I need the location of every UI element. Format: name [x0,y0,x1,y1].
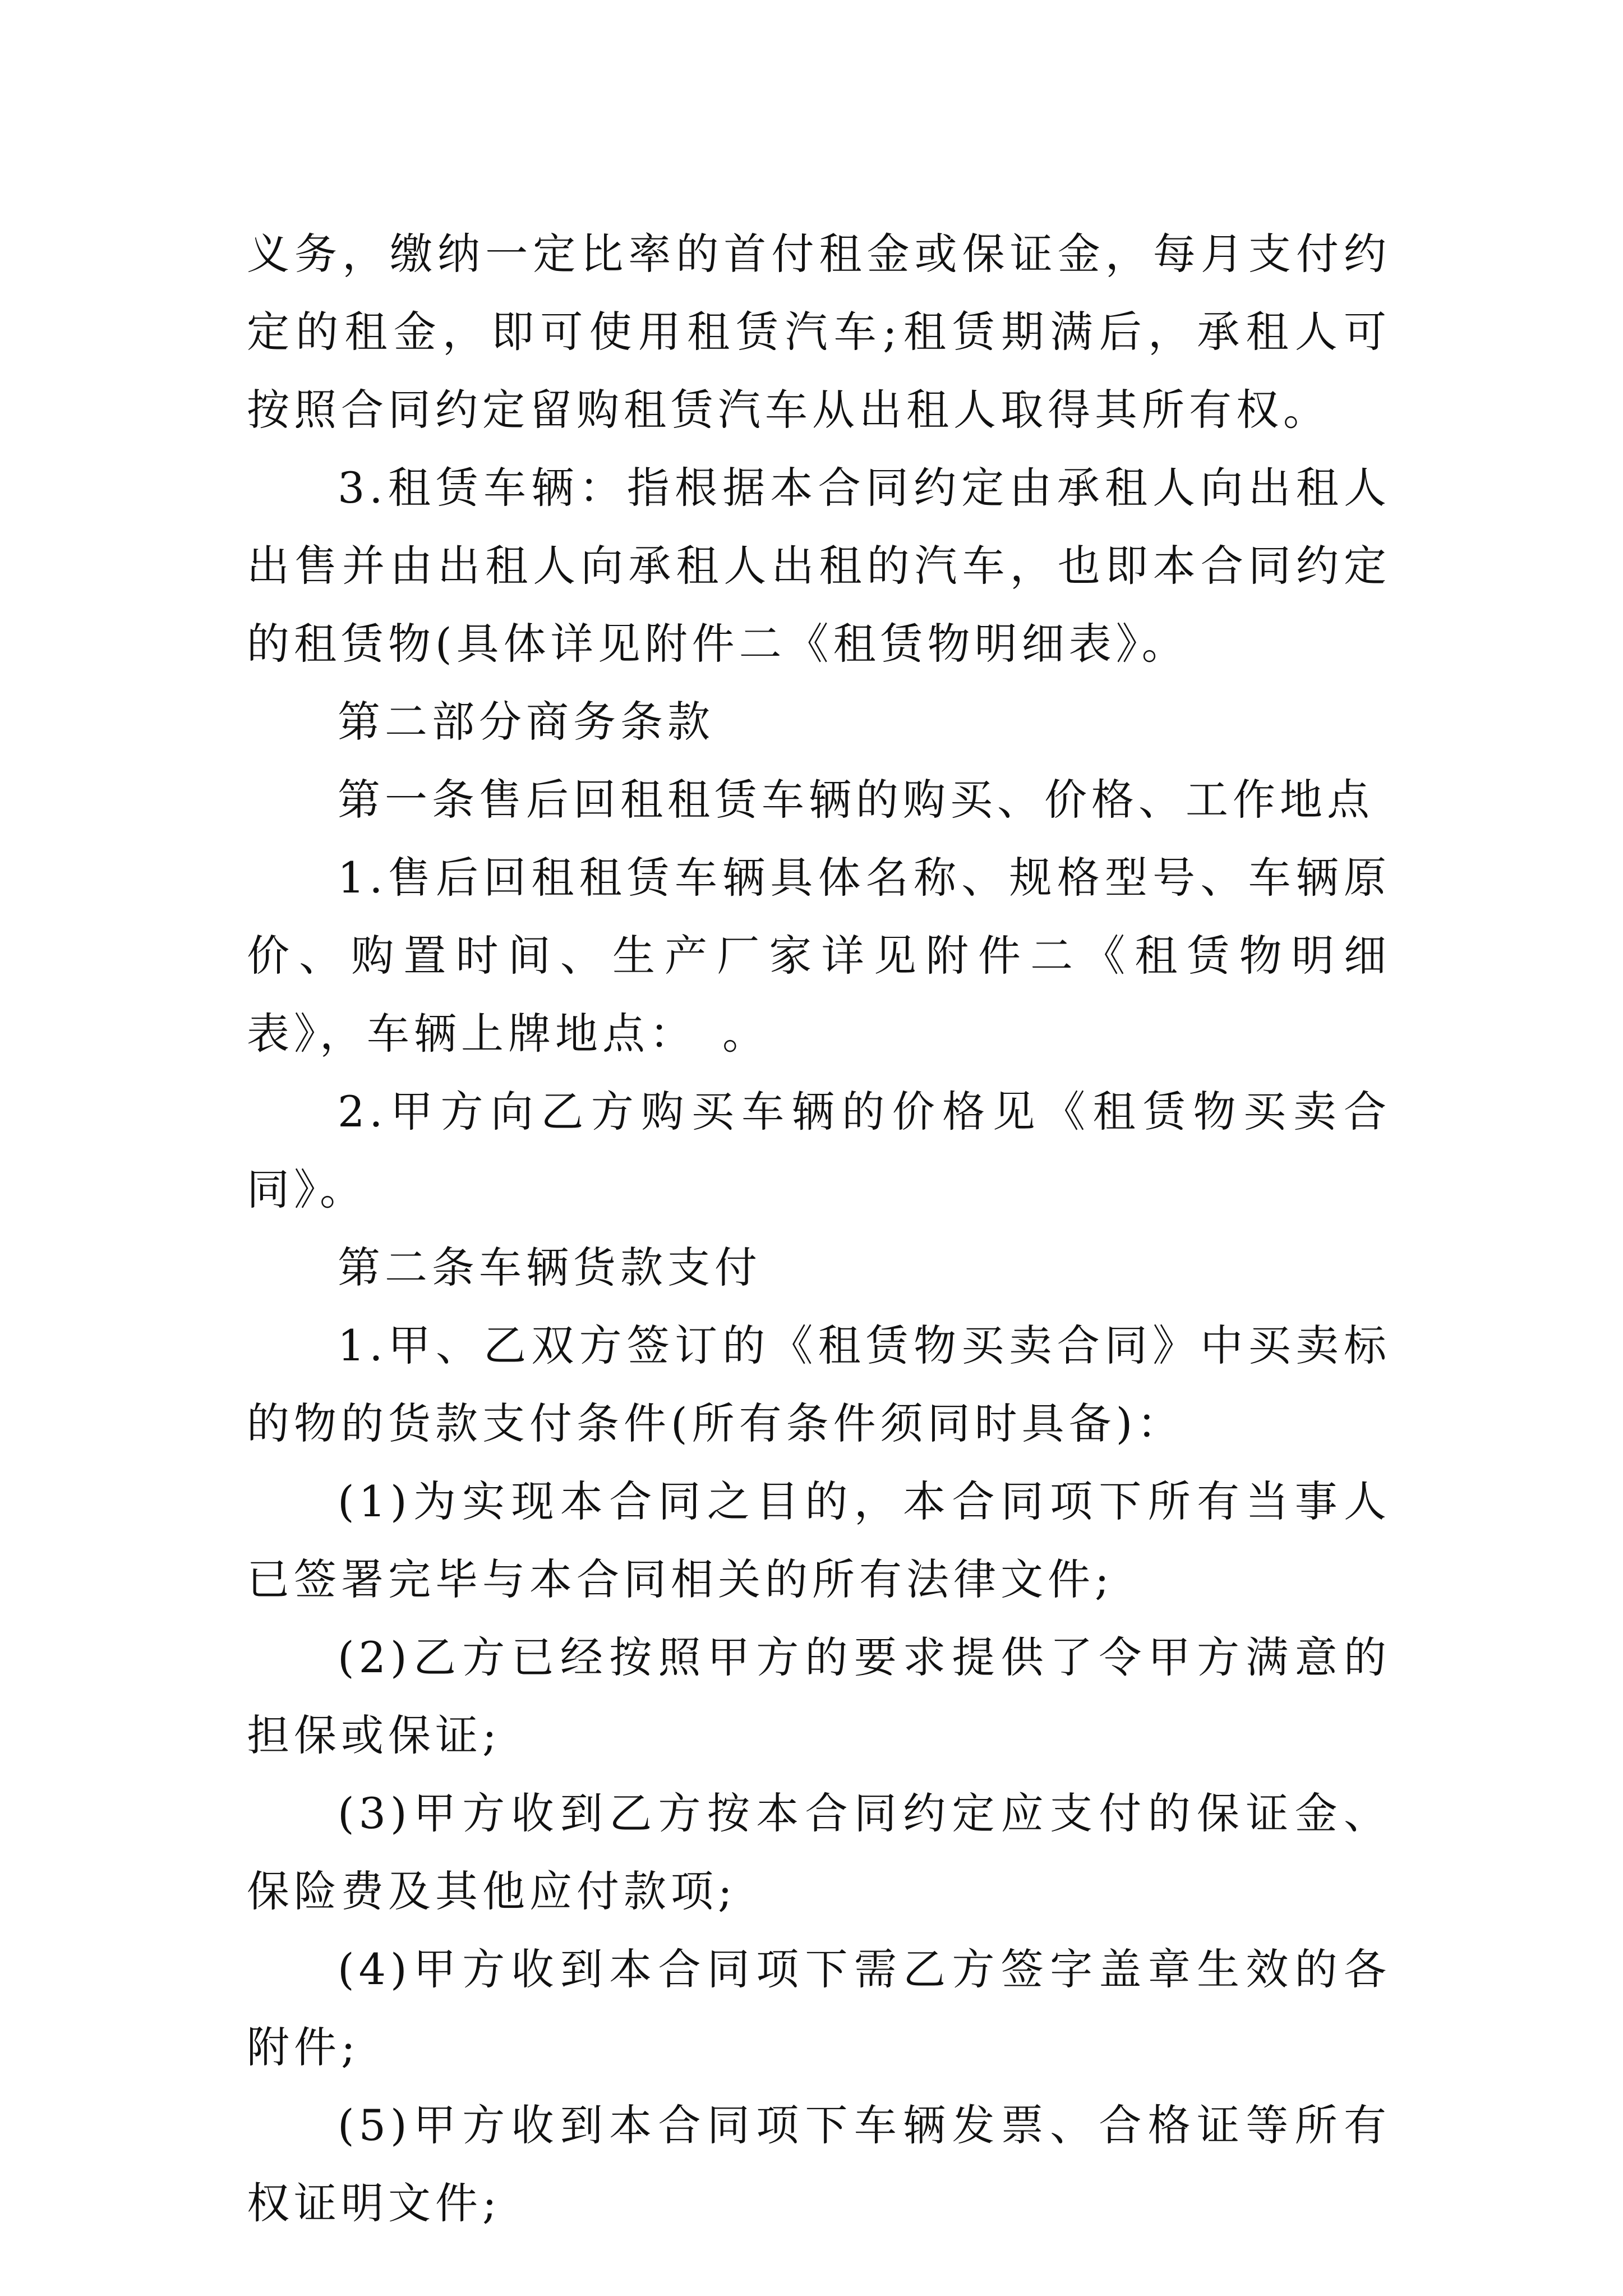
document-body [247,215,1391,2242]
condition-item-3: (3)甲方收到乙方按本合同约定应支付的保证金、保险费及其他应付款项; [247,1788,1391,1916]
condition-item-2: (2)乙方已经按照甲方的要求提供了令甲方满意的担保或保证; [247,1632,1391,1760]
article-heading-payment: 第二条车辆货款支付 [338,1243,762,1292]
condition-item-1: (1)为实现本合同之目的，本合同项下所有当事人已签署完毕与本合同相关的所有法律文件; [247,1476,1391,1604]
clause-vehicle-details: 1.售后回租租赁车辆具体名称、规格型号、车辆原价、购置时间、生产厂家详见附件二《租赁物明细表》，车辆上牌地点： 。 [247,853,1391,1059]
paragraph-lease-obligations: 义务，缴纳一定比率的首付租金或保证金，每月支付约定的租金，即可使用租赁汽车;租赁期满后，承租人可按照合同约定留购租赁汽车从出租人取得其所有权。 [247,229,1391,435]
clause-purchase-price: 2.甲方向乙方购买车辆的价格见《租赁物买卖合同》。 [247,1087,1391,1214]
condition-item-4: (4)甲方收到本合同项下需乙方签字盖章生效的各附件; [247,1944,1391,2072]
paragraph-leased-vehicle-definition: 3.租赁车辆：指根据本合同约定由承租人向出租人出售并由出租人向承租人出租的汽车，也即本合同约定的租赁物(具体详见附件二《租赁物明细表》。 [247,463,1391,669]
condition-item-5: (5)甲方收到本合同项下车辆发票、合格证等所有权证明文件; [247,2100,1391,2228]
clause-payment-conditions: 1.甲、乙双方签订的《租赁物买卖合同》中买卖标的物的货款支付条件(所有条件须同时具备)： [247,1320,1391,1448]
section-heading-commercial-terms: 第二部分商务条款 [338,697,714,747]
article-heading-purchase-price-location: 第一条售后回租租赁车辆的购买、价格、工作地点 [338,775,1374,825]
